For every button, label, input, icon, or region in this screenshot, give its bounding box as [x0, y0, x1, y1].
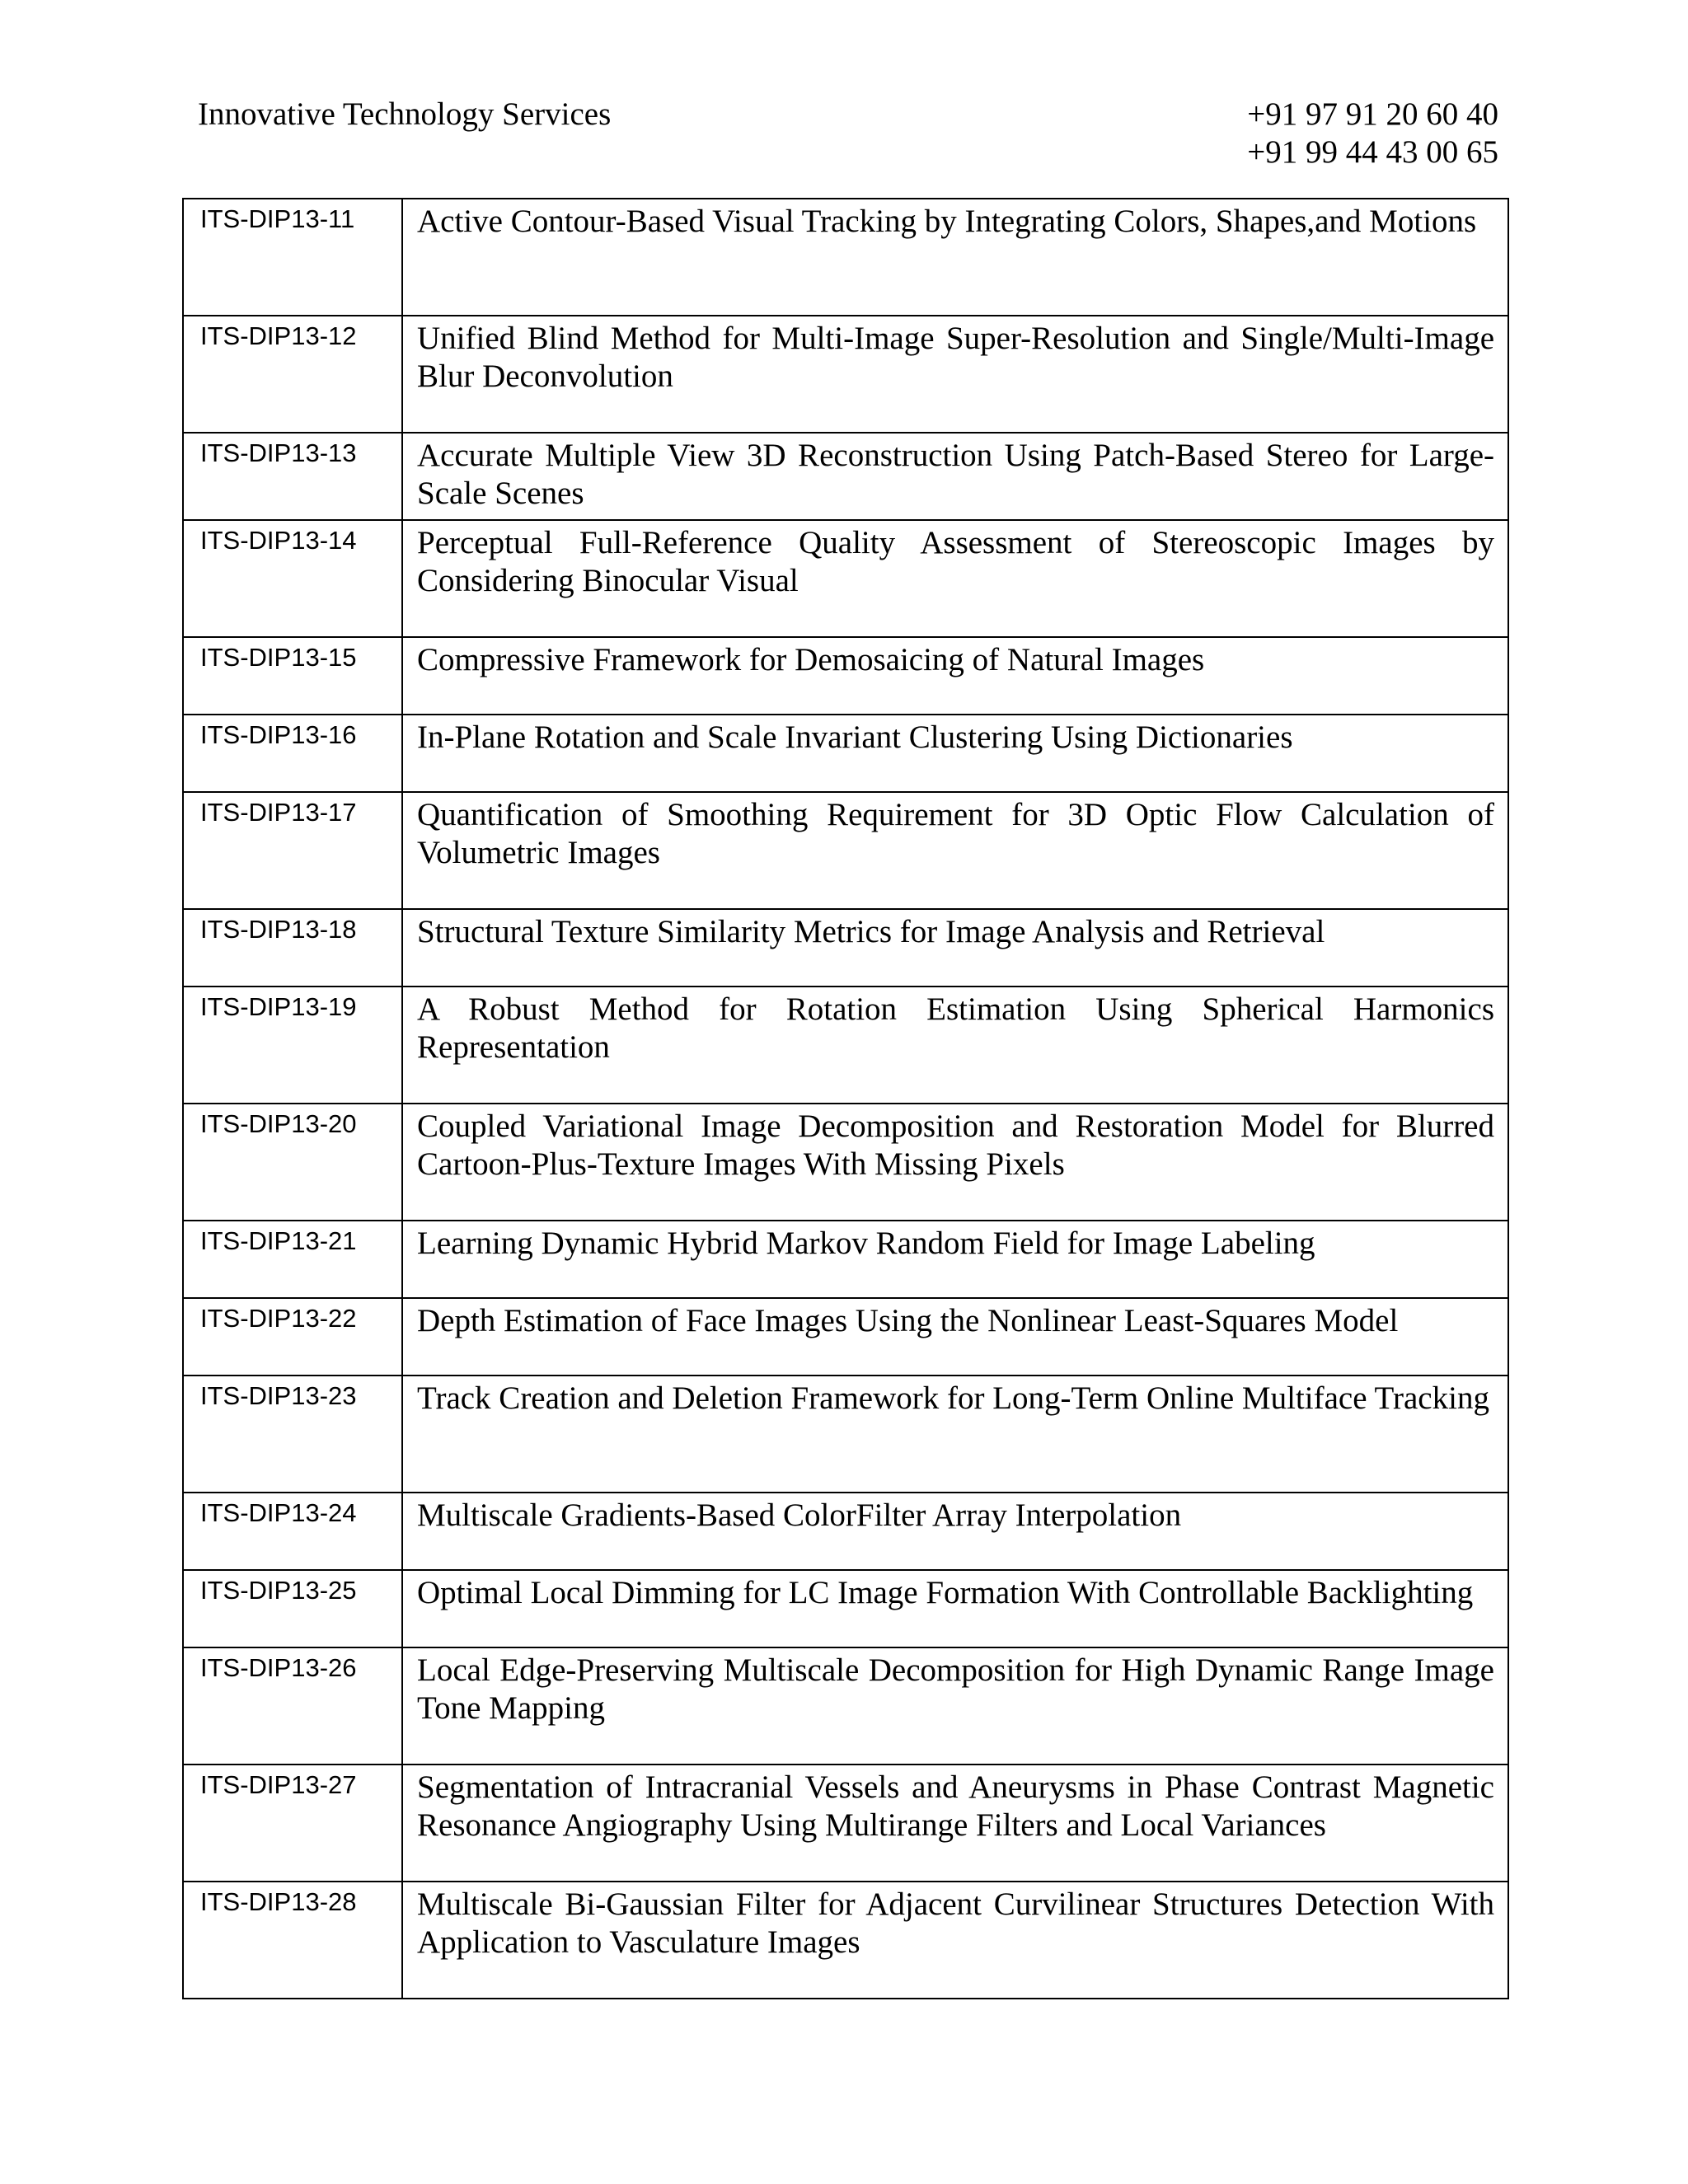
project-title: Learning Dynamic Hybrid Markov Random Field for Image Labeling [402, 1221, 1508, 1298]
project-title: Coupled Variational Image Decomposition and Restoration Model for Blurred Cartoon-Plus-Texture Images With Missing Pixels [402, 1104, 1508, 1221]
project-table [182, 198, 1509, 1999]
project-title: A Robust Method for Rotation Estimation Using Spherical Harmonics Representation [402, 987, 1508, 1104]
project-code: ITS-DIP13-26 [183, 1647, 402, 1765]
project-code: ITS-DIP13-28 [183, 1882, 402, 1999]
project-title: Accurate Multiple View 3D Reconstruction Using Patch-Based Stereo for Large-Scale Scenes [402, 433, 1508, 520]
table-row [183, 1765, 1508, 1882]
phone-numbers [1247, 96, 1498, 171]
project-code: ITS-DIP13-20 [183, 1104, 402, 1221]
table-row [183, 1376, 1508, 1493]
phone-number-2: +91 99 44 43 00 65 [1247, 134, 1498, 170]
table-row [183, 637, 1508, 715]
project-title: Unified Blind Method for Multi-Image Super-Resolution and Single/Multi-Image Blur Deconvolution [402, 316, 1508, 433]
project-title: In-Plane Rotation and Scale Invariant Clustering Using Dictionaries [402, 715, 1508, 792]
project-title: Multiscale Bi-Gaussian Filter for Adjacent Curvilinear Structures Detection With Application to Vasculature Images [402, 1882, 1508, 1999]
table-row [183, 1493, 1508, 1570]
project-title: Optimal Local Dimming for LC Image Formation With Controllable Backlighting [402, 1570, 1508, 1647]
project-code: ITS-DIP13-25 [183, 1570, 402, 1647]
project-title: Segmentation of Intracranial Vessels and Aneurysms in Phase Contrast Magnetic Resonance Angiography Using Multirange Filters and Local Variances [402, 1765, 1508, 1882]
phone-number-1: +91 97 91 20 60 40 [1247, 96, 1498, 132]
project-code: ITS-DIP13-12 [183, 316, 402, 433]
project-code: ITS-DIP13-22 [183, 1298, 402, 1376]
company-name: Innovative Technology Services [198, 96, 612, 132]
project-code: ITS-DIP13-13 [183, 433, 402, 520]
table-row [183, 792, 1508, 909]
project-code: ITS-DIP13-18 [183, 909, 402, 987]
project-title: Quantification of Smoothing Requirement for 3D Optic Flow Calculation of Volumetric Images [402, 792, 1508, 909]
project-code: ITS-DIP13-19 [183, 987, 402, 1104]
table-row [183, 1882, 1508, 1999]
table-row [183, 909, 1508, 987]
project-title: Depth Estimation of Face Images Using the Nonlinear Least-Squares Model [402, 1298, 1508, 1376]
project-code: ITS-DIP13-16 [183, 715, 402, 792]
table-row [183, 1647, 1508, 1765]
table-row [183, 1570, 1508, 1647]
project-code: ITS-DIP13-11 [183, 199, 402, 316]
project-code: ITS-DIP13-24 [183, 1493, 402, 1570]
project-code: ITS-DIP13-23 [183, 1376, 402, 1493]
table-row [183, 1221, 1508, 1298]
table-row [183, 433, 1508, 520]
project-code: ITS-DIP13-15 [183, 637, 402, 715]
table-row [183, 316, 1508, 433]
table-row [183, 1104, 1508, 1221]
project-title: Multiscale Gradients-Based ColorFilter Array Interpolation [402, 1493, 1508, 1570]
table-row [183, 1298, 1508, 1376]
project-title: Track Creation and Deletion Framework for Long-Term Online Multiface Tracking [402, 1376, 1508, 1493]
project-title: Active Contour-Based Visual Tracking by Integrating Colors, Shapes,and Motions [402, 199, 1508, 316]
table-row [183, 987, 1508, 1104]
table-row [183, 520, 1508, 637]
project-code: ITS-DIP13-17 [183, 792, 402, 909]
table-row [183, 715, 1508, 792]
project-title: Perceptual Full-Reference Quality Assessment of Stereoscopic Images by Considering Binocular Visual [402, 520, 1508, 637]
project-title: Structural Texture Similarity Metrics for Image Analysis and Retrieval [402, 909, 1508, 987]
project-title: Compressive Framework for Demosaicing of Natural Images [402, 637, 1508, 715]
project-code: ITS-DIP13-27 [183, 1765, 402, 1882]
table-row [183, 199, 1508, 316]
project-code: ITS-DIP13-14 [183, 520, 402, 637]
project-title: Local Edge-Preserving Multiscale Decomposition for High Dynamic Range Image Tone Mapping [402, 1647, 1508, 1765]
project-code: ITS-DIP13-21 [183, 1221, 402, 1298]
